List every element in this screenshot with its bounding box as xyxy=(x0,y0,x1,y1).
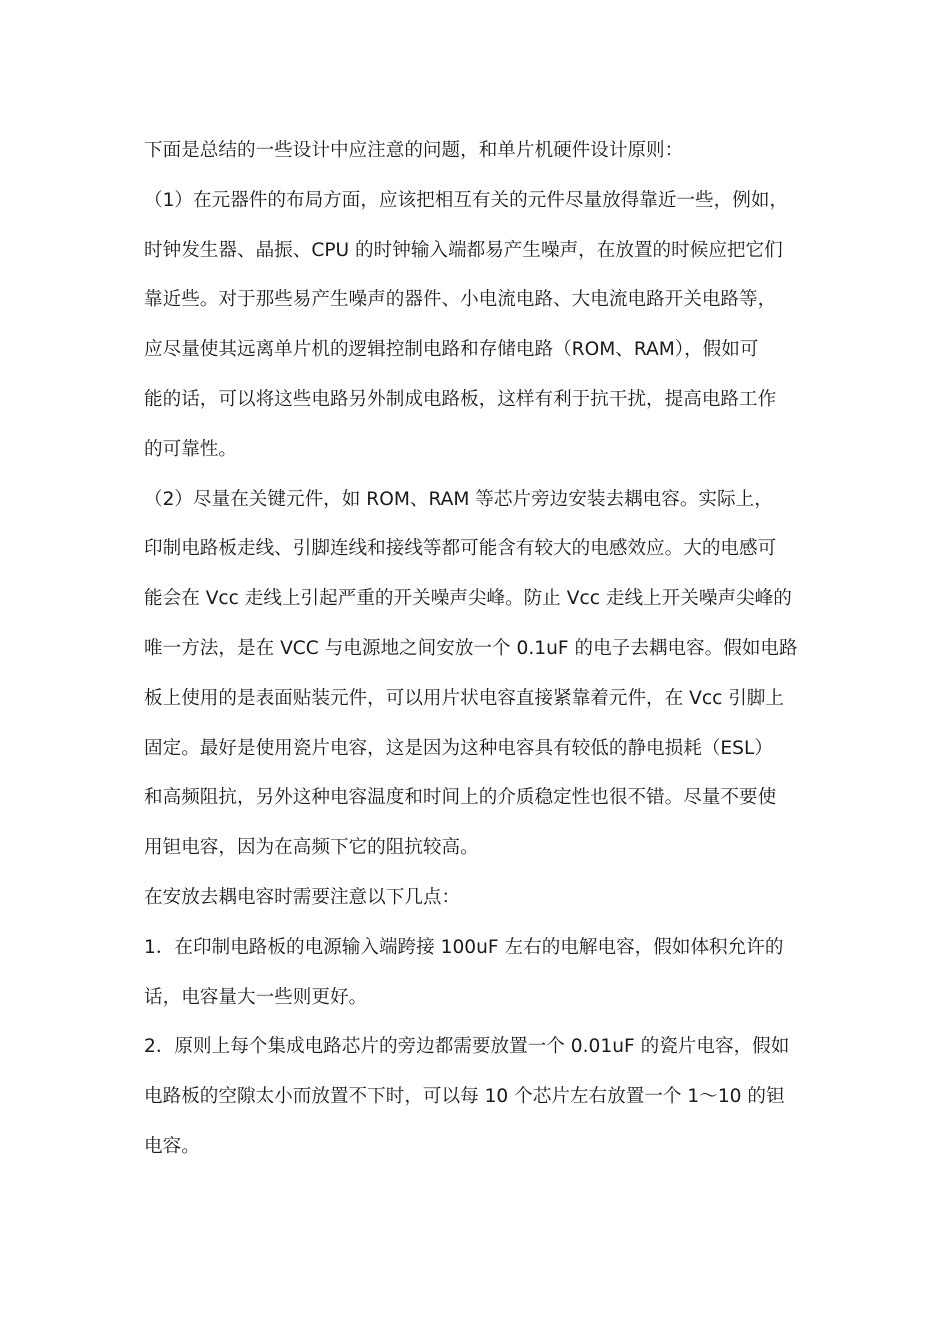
text-line: 1．在印制电路板的电源输入端跨接 100uF 左右的电解电容，假如体积允许的 xyxy=(144,936,784,958)
text-line: 应尽量使其远离单片机的逻辑控制电路和存储电路（ROM、RAM），假如可 xyxy=(144,339,759,361)
text-line: 能的话，可以将这些电路另外制成电路板，这样有利于抗干扰，提高电路工作 xyxy=(144,388,777,410)
text-line: 电路板的空隙太小而放置不下时，可以每 10 个芯片左右放置一个 1～10 的钽 xyxy=(144,1086,785,1108)
text-line: 电容。 xyxy=(144,1135,200,1157)
text-line: 用钽电容，因为在高频下它的阻抗较高。 xyxy=(144,837,479,859)
text-line: 2．原则上每个集成电路芯片的旁边都需要放置一个 0.01uF 的瓷片电容，假如 xyxy=(144,1036,790,1058)
text-line: （1）在元器件的布局方面，应该把相互有关的元件尽量放得靠近一些，例如， xyxy=(144,189,789,211)
text-line: 靠近些。对于那些易产生噪声的器件、小电流电路、大电流电路开关电路等， xyxy=(144,289,777,311)
text-line: （2）尽量在关键元件，如 ROM、RAM 等芯片旁边安装去耦电容。实际上， xyxy=(144,488,773,510)
text-line: 印制电路板走线、引脚连线和接线等都可能含有较大的电感效应。大的电感可 xyxy=(144,538,777,560)
text-line: 能会在 Vcc 走线上引起严重的开关噪声尖峰。防止 Vcc 走线上开关噪声尖峰的 xyxy=(144,588,792,610)
text-line: 下面是总结的一些设计中应注意的问题，和单片机硬件设计原则： xyxy=(144,140,684,161)
text-line: 唯一方法，是在 VCC 与电源地之间安放一个 0.1uF 的电子去耦电容。假如电路 xyxy=(144,637,798,659)
text-line: 固定。最好是使用瓷片电容，这是因为这种电容具有较低的静电损耗（ESL） xyxy=(144,737,773,759)
text-line: 和高频阻抗，另外这种电容温度和时间上的介质稳定性也很不错。尽量不要使 xyxy=(144,787,777,809)
text-line: 在安放去耦电容时需要注意以下几点： xyxy=(144,886,461,908)
text-line: 话，电容量大一些则更好。 xyxy=(144,986,368,1008)
text-line: 板上使用的是表面贴装元件，可以用片状电容直接紧靠着元件，在 Vcc 引脚上 xyxy=(144,687,784,709)
document-body xyxy=(144,136,809,1182)
text-line: 时钟发生器、晶振、CPU 的时钟输入端都易产生噪声，在放置的时候应把它们 xyxy=(144,239,783,261)
text-line: 的可靠性。 xyxy=(144,438,237,460)
